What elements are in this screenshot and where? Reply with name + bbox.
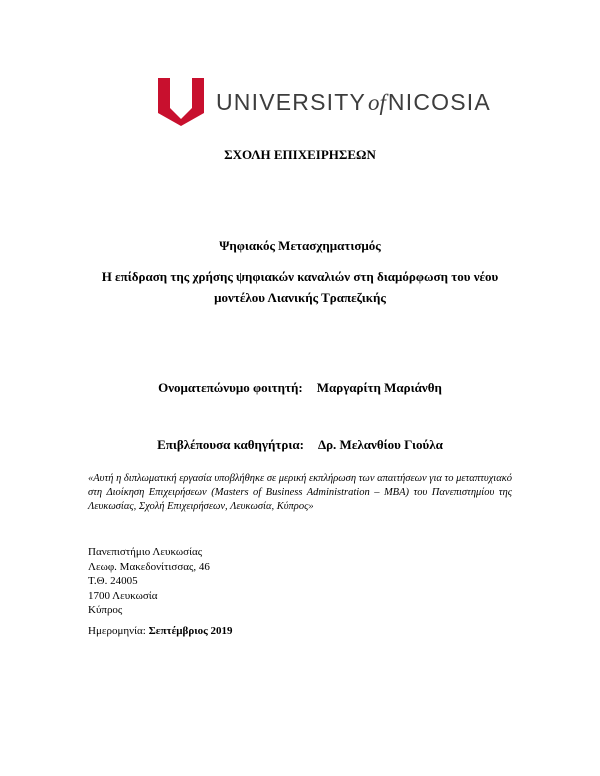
date-value: Σεπτέμβριος 2019 <box>148 625 233 637</box>
logo-word-nicosia: NICOSIA <box>387 88 491 115</box>
submission-statement: «Αυτή η διπλωματική εργασία υποβλήθηκε σε μερική εκπλήρωση των απαιτήσεων για το μεταπτυχιακό στη Διοίκηση Επιχειρήσεων (Masters of Business Administration – MBA) του Πανεπιστημίου της Λευκωσίας, Σχολή Επιχειρήσεων, Λευκωσία, Κύπρος» <box>88 473 512 512</box>
student-name: Μαργαρίτη Μαριάνθη <box>316 380 442 395</box>
shield-icon <box>158 78 204 126</box>
school-name: ΣΧΟΛΗ ΕΠΙΧΕΙΡΗΣΕΩΝ <box>224 147 376 162</box>
thesis-title <box>0 266 600 308</box>
thesis-title-line-1: Η επίδραση της χρήσης ψηφιακών καναλιών στη διαμόρφωση του νέου <box>101 269 499 284</box>
date-line <box>88 625 233 637</box>
university-logo <box>158 78 491 126</box>
logo-word-university: UNIVERSITY <box>216 88 367 115</box>
date-label: Ημερομηνία: <box>88 625 146 637</box>
student-label: Ονοματεπώνυμο φοιτητή: <box>158 380 303 395</box>
address-line-1: Πανεπιστήμιο Λευκωσίας <box>88 546 203 558</box>
university-address <box>88 545 210 618</box>
address-line-3: Τ.Θ. 24005 <box>88 575 138 587</box>
address-line-2: Λεωφ. Μακεδονίτισσας, 46 <box>88 560 210 573</box>
thesis-title-line-2: μοντέλου Λιανικής Τραπεζικής <box>214 290 386 305</box>
address-line-5: Κύπρος <box>88 604 123 616</box>
supervisor-line <box>0 437 600 453</box>
student-line <box>0 380 600 396</box>
logo-wordmark <box>216 89 491 116</box>
logo-word-of: of <box>368 89 386 115</box>
supervisor-label: Επιβλέπουσα καθηγήτρια: <box>157 437 304 452</box>
subject-title: Ψηφιακός Μετασχηματισμός <box>219 238 381 253</box>
address-line-4: 1700 Λευκωσία <box>88 589 158 602</box>
supervisor-name: Δρ. Μελανθίου Γιούλα <box>317 437 443 452</box>
